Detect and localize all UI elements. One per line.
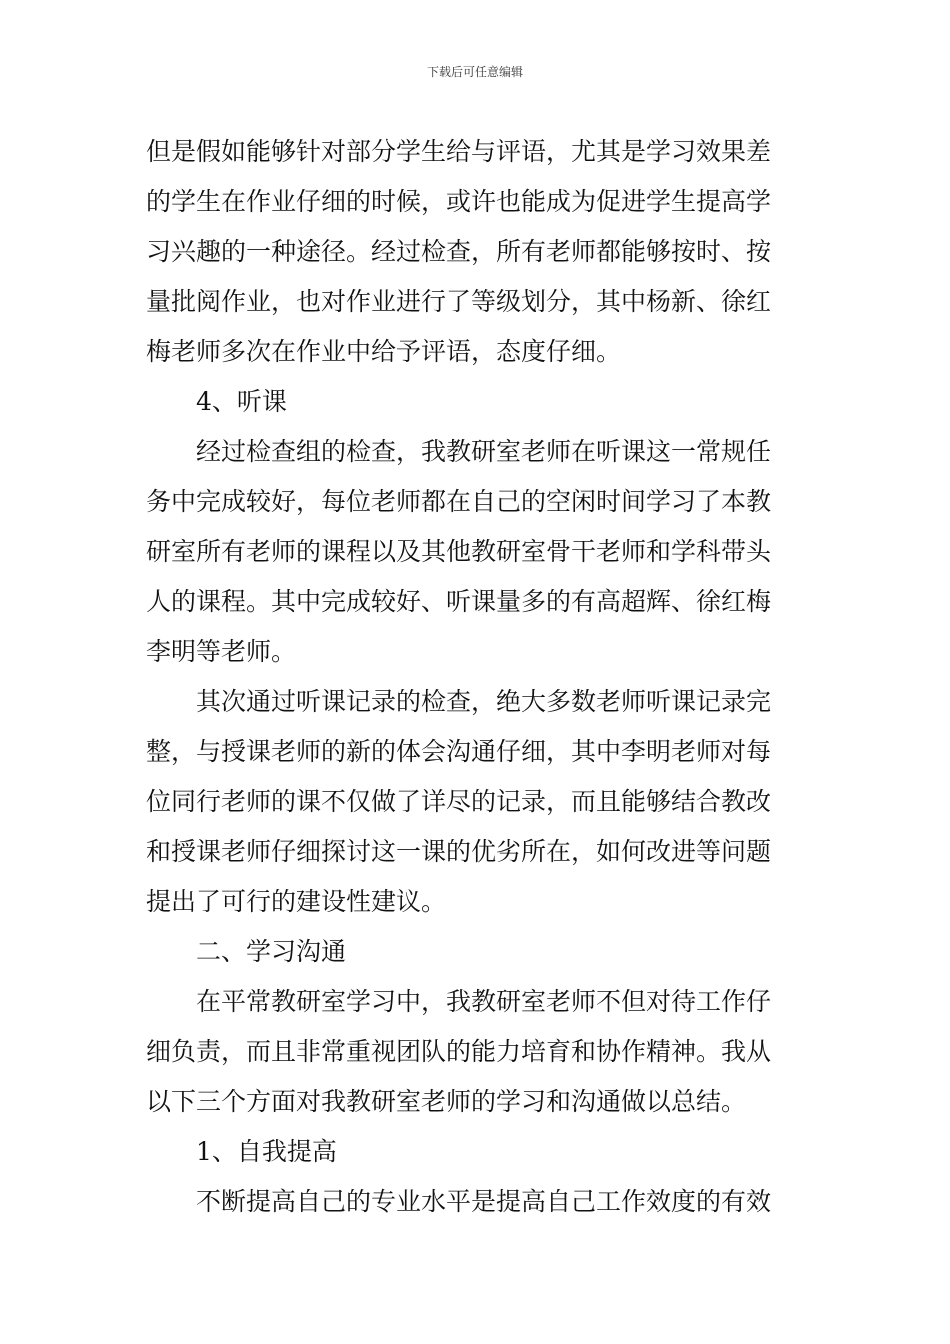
text-line: 位同行老师的课不仅做了详尽的记录，而且能够结合教改 bbox=[146, 787, 772, 816]
body-text bbox=[146, 127, 810, 1227]
paragraph-first-line: 其次通过听课记录的检查，绝大多数老师听课记录完 bbox=[196, 687, 772, 716]
text-line: 李明等老师。 bbox=[146, 637, 297, 666]
text-line: 习兴趣的一种途径。经过检查，所有老师都能够按时、按 bbox=[146, 237, 772, 266]
text-line: 提出了可行的建设性建议。 bbox=[146, 887, 447, 916]
text-line: 整，与授课老师的新的体会沟通仔细，其中李明老师对每 bbox=[146, 737, 772, 766]
paragraph-first-line: 在平常教研室学习中，我教研室老师不但对待工作仔 bbox=[196, 987, 772, 1016]
paragraph-first-line: 经过检查组的检查，我教研室老师在听课这一常规任 bbox=[196, 437, 772, 466]
text-line: 务中完成较好，每位老师都在自己的空闲时间学习了本教 bbox=[146, 487, 772, 516]
text-line: 人的课程。其中完成较好、听课量多的有高超辉、徐红梅 bbox=[146, 587, 772, 616]
text-line: 研室所有老师的课程以及其他教研室骨干老师和学科带头 bbox=[146, 537, 772, 566]
text-line: 以下三个方面对我教研室老师的学习和沟通做以总结。 bbox=[146, 1087, 747, 1116]
text-line: 但是假如能够针对部分学生给与评语，尤其是学习效果差 bbox=[146, 137, 772, 166]
text-line: 的学生在作业仔细的时候，或许也能成为促进学生提高学 bbox=[146, 187, 772, 216]
section-heading: 4、听课 bbox=[196, 387, 287, 416]
text-line: 梅老师多次在作业中给予评语，态度仔细。 bbox=[146, 337, 622, 366]
text-line: 量批阅作业，也对作业进行了等级划分，其中杨新、徐红 bbox=[146, 287, 772, 316]
paragraph-first-line: 不断提高自己的专业水平是提高自己工作效度的有效 bbox=[196, 1187, 772, 1216]
page-header-note: 下载后可任意编辑 bbox=[426, 65, 523, 79]
section-heading: 1、自我提高 bbox=[196, 1137, 337, 1166]
text-line: 和授课老师仔细探讨这一课的优劣所在，如何改进等问题 bbox=[146, 837, 772, 866]
section-heading: 二、学习沟通 bbox=[196, 937, 347, 966]
text-line: 细负责，而且非常重视团队的能力培育和协作精神。我从 bbox=[146, 1037, 772, 1066]
